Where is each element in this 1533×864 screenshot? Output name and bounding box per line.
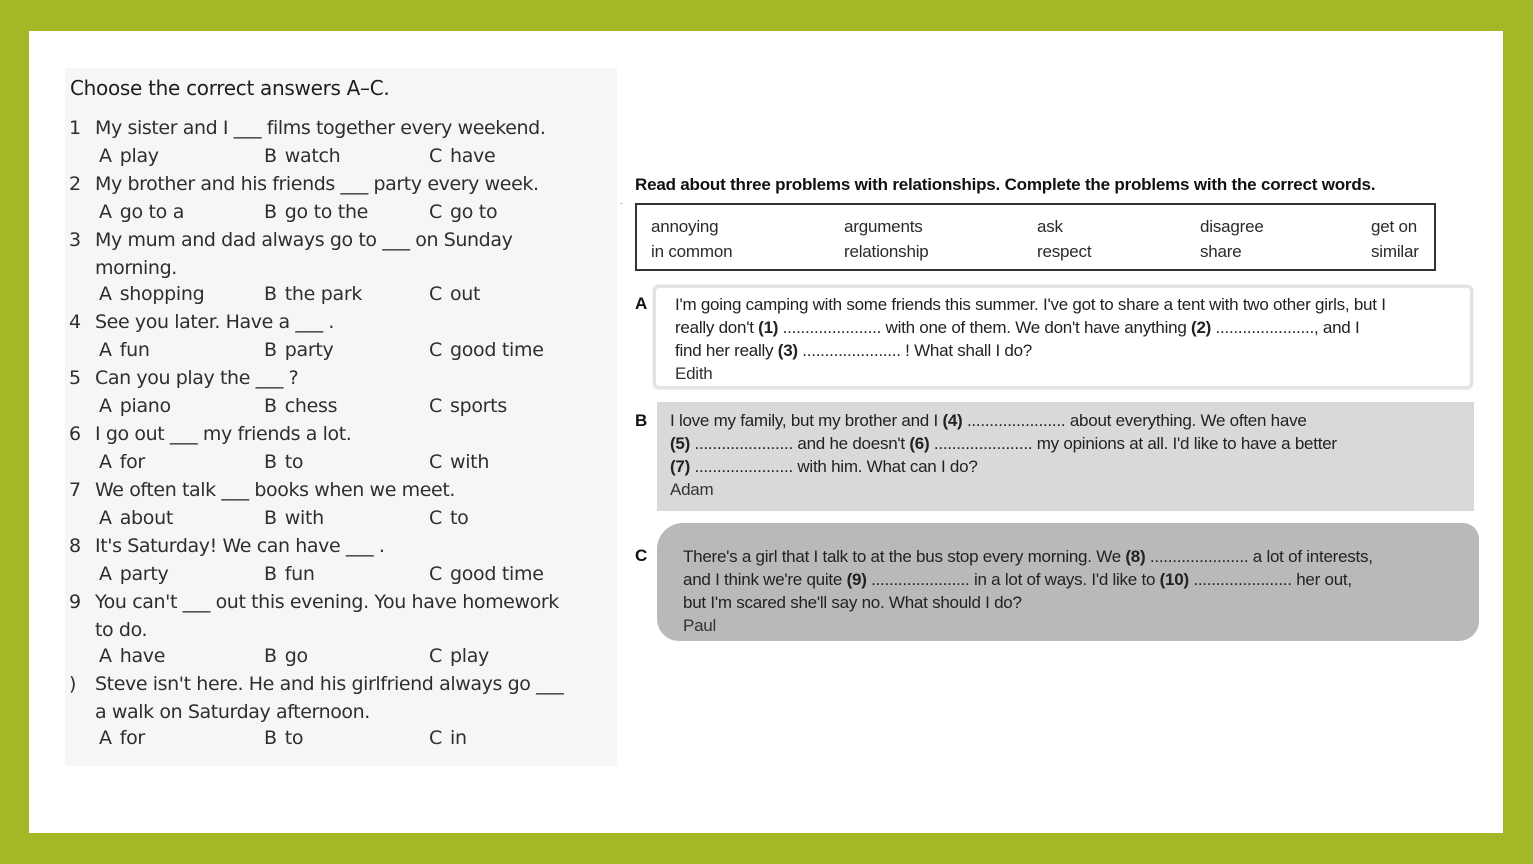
answer-option[interactable] [264, 336, 429, 364]
question-line [65, 308, 617, 336]
answer-option[interactable] [99, 392, 264, 420]
question-item [65, 532, 617, 588]
question-number: 1 [69, 117, 82, 139]
option-letter: A [99, 727, 112, 749]
question-text: My mum and dad always go to ___ on Sunday [95, 229, 513, 251]
option-text: have [119, 645, 166, 667]
question-number: 3 [69, 229, 82, 251]
gap-number: (7) [670, 457, 691, 476]
answer-option[interactable] [99, 280, 264, 308]
question-number: 2 [69, 173, 82, 195]
question-text-continued: to do. [95, 619, 148, 641]
answer-option[interactable] [429, 448, 594, 476]
option-text: go to the [284, 201, 369, 223]
answer-option[interactable] [99, 142, 264, 170]
question-item [65, 308, 617, 364]
gap-number: (1) [758, 318, 779, 337]
question-item [65, 476, 617, 532]
answer-option[interactable] [429, 504, 594, 532]
option-text: to [284, 451, 304, 473]
option-letter: B [264, 507, 277, 529]
word-box-word: disagree [1200, 217, 1264, 236]
answer-option[interactable] [429, 336, 594, 364]
problem-b-letter: B [635, 411, 648, 430]
option-letter: C [429, 395, 442, 417]
problem-c-line: but I'm scared she'll say no. What should I do? [683, 593, 1022, 612]
problem-b-line: I love my family, but my brother and I (4) ...................... about everything. We often have [670, 411, 1307, 430]
answer-option[interactable] [429, 392, 594, 420]
question-number: 8 [69, 535, 82, 557]
word-box-word: annoying [651, 217, 719, 236]
question-number: 6 [69, 423, 82, 445]
option-letter: C [429, 451, 442, 473]
problem-a-line: I'm going camping with some friends this summer. I've got to share a tent with two other girls, but I [675, 295, 1386, 314]
option-text: good time [449, 563, 544, 585]
answer-options [65, 448, 617, 476]
answer-option[interactable] [264, 504, 429, 532]
answer-option[interactable] [429, 198, 594, 226]
option-letter: C [429, 145, 442, 167]
problem-c-signature: Paul [683, 616, 717, 635]
option-text: have [449, 145, 496, 167]
question-item [65, 226, 617, 308]
option-letter: A [99, 645, 112, 667]
question-item [65, 114, 617, 170]
option-letter: C [429, 727, 442, 749]
word-box-word: arguments [844, 217, 923, 236]
exercise-title: Choose the correct answers A–C. [70, 76, 390, 100]
option-letter: B [264, 339, 277, 361]
word-box-word: ask [1037, 217, 1063, 236]
option-letter: C [429, 283, 442, 305]
gap-number: (6) [909, 434, 930, 453]
problem-c-line: and I think we're quite (9) ...................... in a lot of ways. I'd like to (10) ...................... her out, [683, 570, 1352, 589]
option-letter: B [264, 395, 277, 417]
gap-fill-title: Read about three problems with relationships. Complete the problems with the correct words. [635, 175, 1376, 194]
question-text: It's Saturday! We can have ___ . [95, 535, 385, 557]
question-line [65, 226, 617, 254]
question-item [65, 588, 617, 670]
option-letter: C [429, 645, 442, 667]
question-line [65, 420, 617, 448]
problem-a-signature: Edith [675, 364, 713, 383]
option-text: go to a [119, 201, 185, 223]
option-text: fun [119, 339, 150, 361]
word-box-word: relationship [844, 242, 929, 261]
option-letter: B [264, 727, 277, 749]
option-letter: B [264, 145, 277, 167]
option-text: good time [449, 339, 544, 361]
answer-option[interactable] [429, 724, 594, 752]
word-box-word: in common [651, 242, 733, 261]
problem-b [657, 402, 1474, 511]
option-text: about [119, 507, 174, 529]
option-letter: A [99, 451, 112, 473]
option-text: in [449, 727, 467, 749]
option-letter: A [99, 563, 112, 585]
option-text: party [119, 563, 169, 585]
answer-option[interactable] [264, 642, 429, 670]
problem-b-line: (5) ...................... and he doesn't (6) ...................... my opinions at all. I'd like to have a better [670, 434, 1337, 453]
answer-option[interactable] [264, 448, 429, 476]
option-text: fun [284, 563, 315, 585]
word-box [635, 203, 1436, 271]
answer-option[interactable] [99, 198, 264, 226]
multiple-choice-exercise [65, 68, 617, 766]
answer-options [65, 142, 617, 170]
option-text: to [284, 727, 304, 749]
question-text: Can you play the ___ ? [95, 367, 299, 389]
question-text-continued: morning. [95, 257, 177, 279]
problem-c-line: There's a girl that I talk to at the bus stop every morning. We (8) ...................... a lot of interests, [683, 547, 1373, 566]
problem-c-letter: C [635, 546, 648, 565]
problem-a-line: really don't (1) ...................... with one of them. We don't have anything (2) ......................, and I [675, 318, 1360, 337]
option-letter: A [99, 339, 112, 361]
question-line [65, 364, 617, 392]
option-letter: A [99, 507, 112, 529]
slide [29, 31, 1503, 833]
answer-option[interactable] [429, 142, 594, 170]
word-box-word: get on [1371, 217, 1418, 236]
option-text: for [119, 727, 145, 749]
option-text: the park [284, 283, 363, 305]
answer-option[interactable] [99, 724, 264, 752]
answer-option[interactable] [264, 724, 429, 752]
word-box-word: respect [1037, 242, 1092, 261]
answer-option[interactable] [99, 560, 264, 588]
answer-option[interactable] [99, 642, 264, 670]
question-text: See you later. Have a ___ . [95, 311, 335, 333]
problem-c [657, 523, 1479, 641]
question-text-continued: a walk on Saturday afternoon. [95, 701, 370, 723]
problem-b-line: (7) ...................... with him. What can I do? [670, 457, 978, 476]
question-text: Steve isn't here. He and his girlfriend always go ___ [95, 673, 564, 695]
option-text: with [284, 507, 324, 529]
question-line [65, 588, 617, 616]
answer-options [65, 336, 617, 364]
question-number: 7 [69, 479, 82, 501]
answer-option[interactable] [264, 280, 429, 308]
answer-options [65, 504, 617, 532]
question-list [65, 114, 617, 752]
option-text: watch [284, 145, 341, 167]
option-text: with [449, 451, 490, 473]
question-text: My brother and his friends ___ party every week. [95, 173, 539, 195]
answer-option[interactable] [264, 142, 429, 170]
answer-options [65, 392, 617, 420]
question-text: We often talk ___ books when we meet. [95, 479, 456, 501]
gap-number: (2) [1191, 318, 1212, 337]
gap-number: (10) [1159, 570, 1189, 589]
question-line [65, 114, 617, 142]
problem-b-signature: Adam [670, 480, 714, 499]
gap-number: (3) [777, 341, 798, 360]
option-text: piano [119, 395, 171, 417]
answer-options [65, 724, 617, 752]
problem-a-letter: A [635, 294, 648, 313]
question-line [65, 532, 617, 560]
option-text: go to [449, 201, 498, 223]
question-text: My sister and I ___ films together every weekend. [95, 117, 546, 139]
option-text: out [449, 283, 481, 305]
question-number: ) [69, 673, 77, 695]
answer-option[interactable] [264, 198, 429, 226]
option-text: chess [284, 395, 338, 417]
option-text: shopping [119, 283, 205, 305]
option-text: go [284, 645, 308, 667]
answer-option[interactable] [264, 392, 429, 420]
option-text: to [449, 507, 469, 529]
option-letter: B [264, 645, 277, 667]
question-number: 4 [69, 311, 82, 333]
question-item [65, 420, 617, 476]
answer-option[interactable] [264, 560, 429, 588]
question-item [65, 670, 617, 752]
answer-option[interactable] [99, 336, 264, 364]
answer-option[interactable] [99, 448, 264, 476]
question-line [65, 170, 617, 198]
word-box-word: similar [1371, 242, 1419, 261]
option-letter: A [99, 145, 112, 167]
option-letter: C [429, 339, 442, 361]
gap-number: (9) [846, 570, 867, 589]
problem-a-line: find her really (3) ...................... ! What shall I do? [675, 341, 1033, 360]
gap-number: (8) [1125, 547, 1146, 566]
option-letter: B [264, 451, 277, 473]
option-text: sports [449, 395, 507, 417]
option-letter: B [264, 201, 277, 223]
option-letter: C [429, 507, 442, 529]
answer-options [65, 280, 617, 308]
gap-number: (5) [670, 434, 691, 453]
answer-options [65, 642, 617, 670]
option-letter: A [99, 283, 112, 305]
question-line [65, 670, 617, 698]
word-box-word: share [1200, 242, 1242, 261]
question-item [65, 170, 617, 226]
margin-mark: · [620, 199, 623, 208]
option-letter: B [264, 283, 277, 305]
question-text: I go out ___ my friends a lot. [95, 423, 352, 445]
option-letter: B [264, 563, 277, 585]
option-text: play [119, 145, 159, 167]
option-letter: A [99, 395, 112, 417]
gap-number: (4) [942, 411, 963, 430]
option-text: play [449, 645, 489, 667]
answer-option[interactable] [429, 642, 594, 670]
question-line [65, 476, 617, 504]
question-text: You can't ___ out this evening. You have homework [95, 591, 559, 613]
answer-options [65, 560, 617, 588]
answer-option[interactable] [99, 504, 264, 532]
answer-option[interactable] [429, 560, 594, 588]
answer-options [65, 198, 617, 226]
option-text: for [119, 451, 145, 473]
question-item [65, 364, 617, 420]
option-text: party [284, 339, 334, 361]
question-number: 9 [69, 591, 82, 613]
option-letter: C [429, 201, 442, 223]
option-letter: A [99, 201, 112, 223]
question-number: 5 [69, 367, 82, 389]
problem-a [653, 285, 1473, 389]
answer-option[interactable] [429, 280, 594, 308]
option-letter: C [429, 563, 442, 585]
